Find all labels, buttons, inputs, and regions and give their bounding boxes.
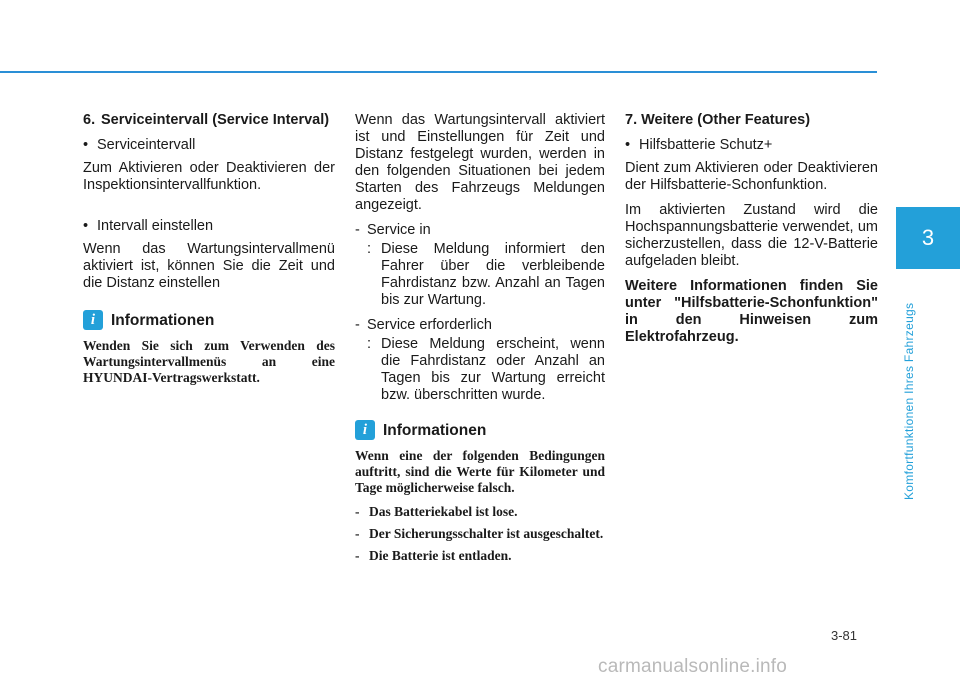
bullet-glyph: •	[625, 137, 631, 153]
dash-glyph: -	[355, 548, 360, 563]
bullet-text: Hilfsbatterie Schutz+	[639, 137, 773, 153]
paragraph: Zum Aktivieren oder Deaktivieren der Inspektionsintervallfunktion.	[83, 160, 335, 193]
info-title: Informationen	[111, 311, 215, 329]
paragraph: Im aktivierten Zustand wird die Hochspannungsbatterie verwendet, um sicherzustellen, dass die 12-V-Batterie aufgeladen bleibt.	[625, 202, 878, 269]
list-item-description	[355, 241, 605, 309]
info-text: Wenden Sie sich zum Verwenden des Wartungsintervallmenüs an eine HYUNDAI-Vertragswerkstatt.	[83, 338, 335, 385]
condition-text: Das Batteriekabel ist lose.	[369, 504, 518, 519]
list-item-label	[355, 222, 605, 239]
section-heading-7: 7. Weitere (Other Features)	[625, 112, 811, 128]
watermark: carmanualsonline.info	[598, 656, 788, 677]
heading-text: Serviceintervall (Service Interval)	[101, 112, 330, 128]
info-icon: i	[355, 420, 375, 440]
colon-glyph: :	[367, 241, 372, 257]
bullet-glyph: •	[83, 218, 89, 234]
info-heading	[83, 310, 335, 330]
column-2	[355, 112, 605, 570]
bullet-text: Serviceintervall	[97, 137, 196, 153]
paragraph: Wenn das Wartungsintervallmenü aktiviert ist, können Sie die Zeit und die Distanz einstellen	[83, 241, 335, 291]
chapter-number: 3	[921, 225, 935, 250]
column-1	[83, 112, 335, 394]
item-label: Service erforderlich	[367, 317, 492, 333]
bullet-item	[83, 137, 335, 154]
bullet-text: Intervall einstellen	[97, 218, 214, 234]
bullet-glyph: •	[83, 137, 89, 153]
dash-glyph: -	[355, 222, 360, 238]
item-text: Diese Meldung informiert den Fahrer über die verbleibende Fahrdistanz bzw. Anzahl an Tagen bis zur Wartung.	[381, 241, 605, 308]
condition-text: Der Sicherungsschalter ist ausgeschaltet.	[369, 526, 604, 541]
page-number: 3-81	[831, 628, 858, 643]
info-title: Informationen	[383, 421, 487, 439]
paragraph: Dient zum Aktivieren oder Deaktivieren der Hilfsbatterie-Schonfunktion.	[625, 160, 878, 193]
paragraph: Wenn das Wartungsintervall aktiviert ist und Einstellungen für Zeit und Distanz festgelegt wurden, werden in den folgenden Situationen bei jedem Starten des Fahrzeugs Meldungen angezeigt.	[355, 112, 605, 213]
info-heading	[355, 420, 605, 440]
section-heading-6	[83, 112, 335, 129]
item-text: Diese Meldung erscheint, wenn die Fahrdistanz oder Anzahl an Tagen bis zur Wartung erreicht bzw. überschritten wurde.	[381, 336, 605, 403]
chapter-title-vertical	[897, 260, 917, 500]
chapter-title: Komfortfunktionen Ihres Fahrzeugs	[902, 302, 916, 500]
dash-glyph: -	[355, 504, 360, 519]
condition-text: Die Batterie ist entladen.	[369, 548, 512, 563]
paragraph-bold: Weitere Informationen finden Sie unter "Hilfsbatterie-Schonfunktion" in den Hinweisen zum Elektrofahrzeug.	[625, 278, 878, 345]
condition-item	[355, 548, 605, 564]
info-text: Wenn eine der folgenden Bedingungen auftritt, sind die Werte für Kilometer und Tage möglicherweise falsch.	[355, 448, 605, 495]
list-item-description	[355, 336, 605, 404]
heading-number: 6.	[83, 112, 96, 128]
item-label: Service in	[367, 222, 431, 238]
dash-glyph: -	[355, 526, 360, 541]
info-icon: i	[83, 310, 103, 330]
condition-item	[355, 526, 605, 542]
bullet-item	[625, 137, 878, 154]
column-3	[625, 112, 878, 354]
header-rule	[0, 71, 877, 73]
bullet-item	[83, 218, 335, 235]
colon-glyph: :	[367, 336, 372, 352]
dash-glyph: -	[355, 317, 360, 333]
condition-item	[355, 504, 605, 520]
list-item-label	[355, 317, 605, 334]
